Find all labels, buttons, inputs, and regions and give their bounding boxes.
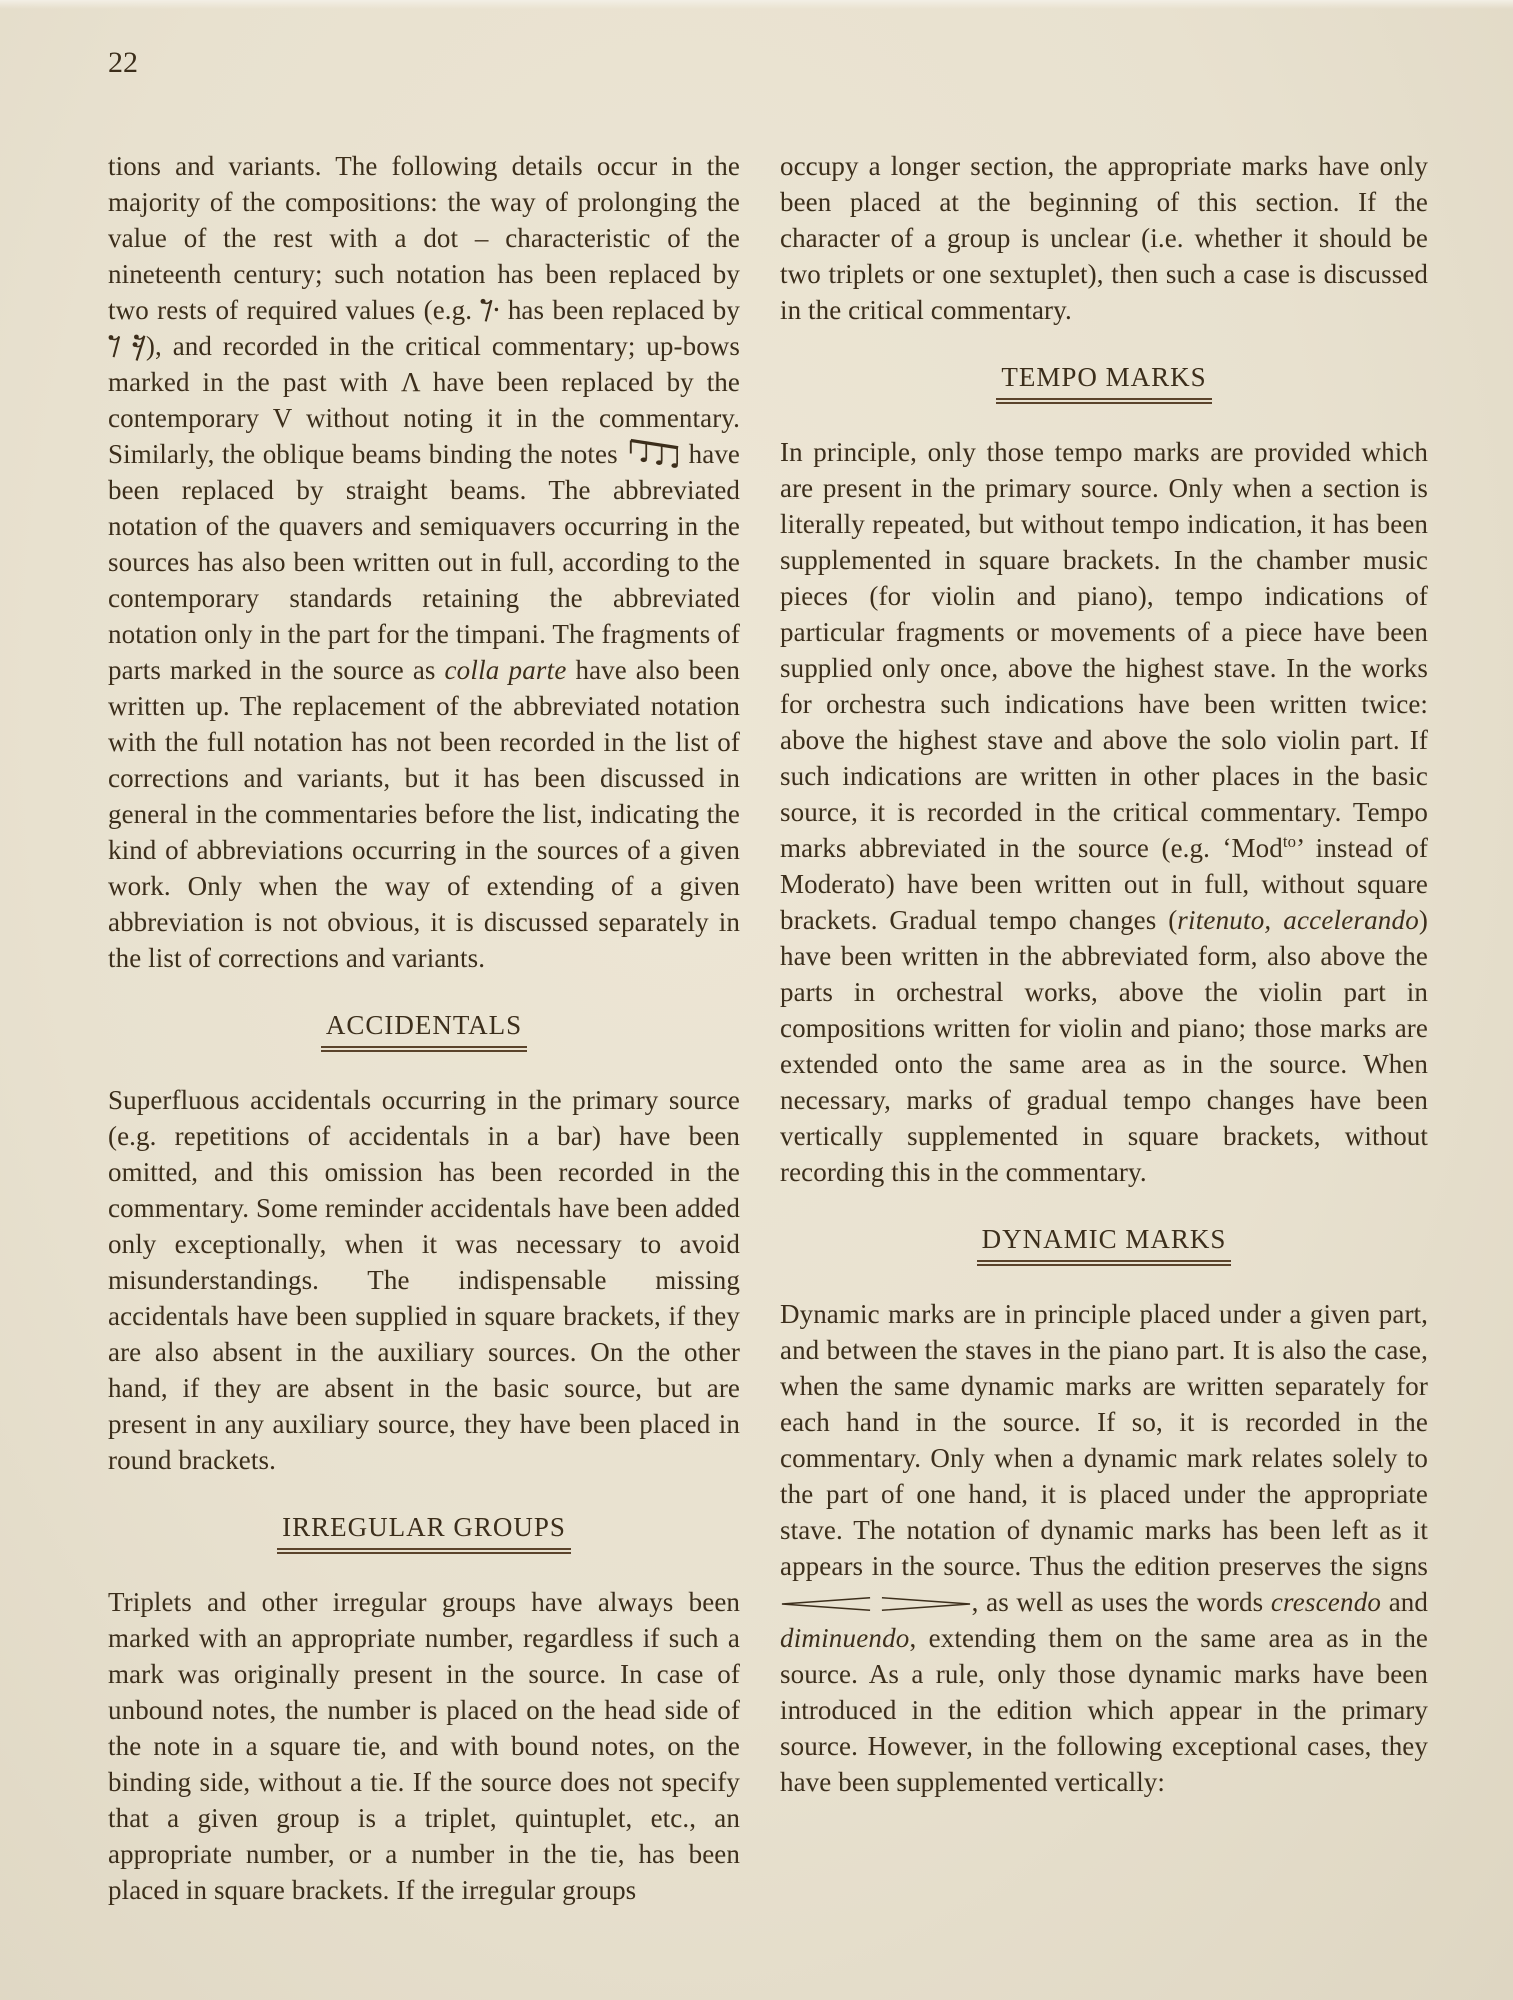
beamed-notes-icon xyxy=(625,437,681,470)
left-column xyxy=(108,148,740,1908)
eighth-rest-icon xyxy=(108,332,121,359)
dynamic-marks-heading-text: DYNAMIC MARKS xyxy=(977,1224,1232,1266)
eighth-rest-dotted-icon xyxy=(480,296,499,323)
crescendo-hairpin-icon xyxy=(780,1596,872,1612)
text-columns xyxy=(108,148,1428,1908)
paragraph-notation-variants: tions and variants. The following details occur in the majority of the compositions: the way of prolonging the value of the rest with a dot – characteristic of the nineteenth century; such notation has been replaced by two rests of required values (e.g. has been replaced by ), and recorded in the critical commentary; up-bows marked in the past with Λ have been replaced by the contemporary V without noting it in the commentary. Similarly, the oblique beams binding the notes have been replaced by straight beams. The abbreviated notation of the quavers and semiquavers occurring in the sources has also been written out in full, according to the contemporary standards retaining the abbreviated notation only in the part for the timpani. The fragments of parts marked in the source as colla parte have also been written up. The replacement of the abbreviated notation with the full notation has not been recorded in the list of corrections and variants, but it has been discussed in general in the commentaries before the list, indicating the kind of abbreviations occurring in the sources of a given work. Only when the way of extending of a given abbreviation is not obvious, it is discussed separately in the list of corrections and variants. xyxy=(108,151,741,973)
dynamic-marks-heading xyxy=(780,1224,1428,1266)
paragraph-accidentals: Superfluous accidentals occurring in the primary source (e.g. repetitions of accidentals in a bar) have been omitted, and this omission has been recorded in the commentary. Some reminder accidentals have been added only exceptionally, when it was necessary to avoid misunderstandings. The indispensable missing accidentals have been supplied in square brackets, if they are also absent in the auxiliary sources. On the other hand, if they are absent in the basic source, but are present in any auxiliary source, they have been placed in round brackets. xyxy=(108,1085,740,1476)
paragraph-irregular-groups-continued: occupy a longer section, the appropriate marks have only been placed at the beginning of this section. If the character of a group is unclear (i.e. whether it should be two triplets or one sextuplet), then such a case is discussed in the critical commentary. xyxy=(780,151,1428,325)
sixteenth-rest-icon xyxy=(132,332,146,362)
diminuendo-hairpin-icon xyxy=(880,1596,972,1612)
paragraph-irregular-groups: Triplets and other irregular groups have always been marked with an appropriate number, regardless if such a mark was originally present in the source. In case of unbound notes, the number is placed on the head side of the note in a square tie, and with bound notes, on the binding side, without a tie. If the source does not specify that a given group is a triplet, quintuplet, etc., an appropriate number, or a number in the tie, has been placed in square brackets. If the irregular groups xyxy=(108,1587,740,1906)
right-column xyxy=(780,148,1428,1908)
scan-edge xyxy=(0,0,1513,9)
irregular-groups-heading xyxy=(108,1512,740,1554)
accidentals-heading-text: ACCIDENTALS xyxy=(321,1010,527,1052)
paragraph-dynamic-marks: Dynamic marks are in principle placed under a given part, and between the staves in the piano part. It is also the case, when the same dynamic marks are written separately for each hand in the source. If so, it is recorded in the commentary. Only when a dynamic mark relates solely to the part of one hand, it is placed under the appropriate stave. The notation of dynamic marks has been left as it appears in the source. Thus the edition preserves the signs , as well as uses the words crescendo and diminuendo, extending them on the same area as in the source. As a rule, only those dynamic marks have been introduced in the edition which appear in the primary source. However, in the following exceptional cases, they have been supplemented vertically: xyxy=(780,1299,1429,1798)
paragraph-tempo-marks: In principle, only those tempo marks are provided which are present in the primary source. Only when a section is literally repeated, but without tempo indication, it has been supplemented in square brackets. In the chamber music pieces (for violin and piano), tempo indications of particular fragments or movements of a piece have been supplied only once, above the highest stave. In the works for orchestra such indications have been written twice: above the highest stave and above the solo violin part. If such indications are written in other places in the basic source, it is recorded in the critical commentary. Tempo marks abbreviated in the source (e.g. ‘Mod$^{to}$’ instead of Moderato) have been written out in full, without square brackets. Gradual tempo changes (ritenuto, accelerando) have been written in the abbreviated form, also above the parts in orchestral works, above the violin part in compositions written for violin and piano; those marks are extended onto the same area as in the source. When necessary, marks of gradual tempo changes have been vertically supplemented in square brackets, without recording this in the commentary. xyxy=(780,437,1429,1188)
tempo-marks-heading xyxy=(780,362,1428,404)
irregular-groups-heading-text: IRREGULAR GROUPS xyxy=(277,1512,571,1554)
page-number: 22 xyxy=(108,46,138,79)
tempo-marks-heading-text: TEMPO MARKS xyxy=(996,362,1211,404)
accidentals-heading xyxy=(108,1010,740,1052)
